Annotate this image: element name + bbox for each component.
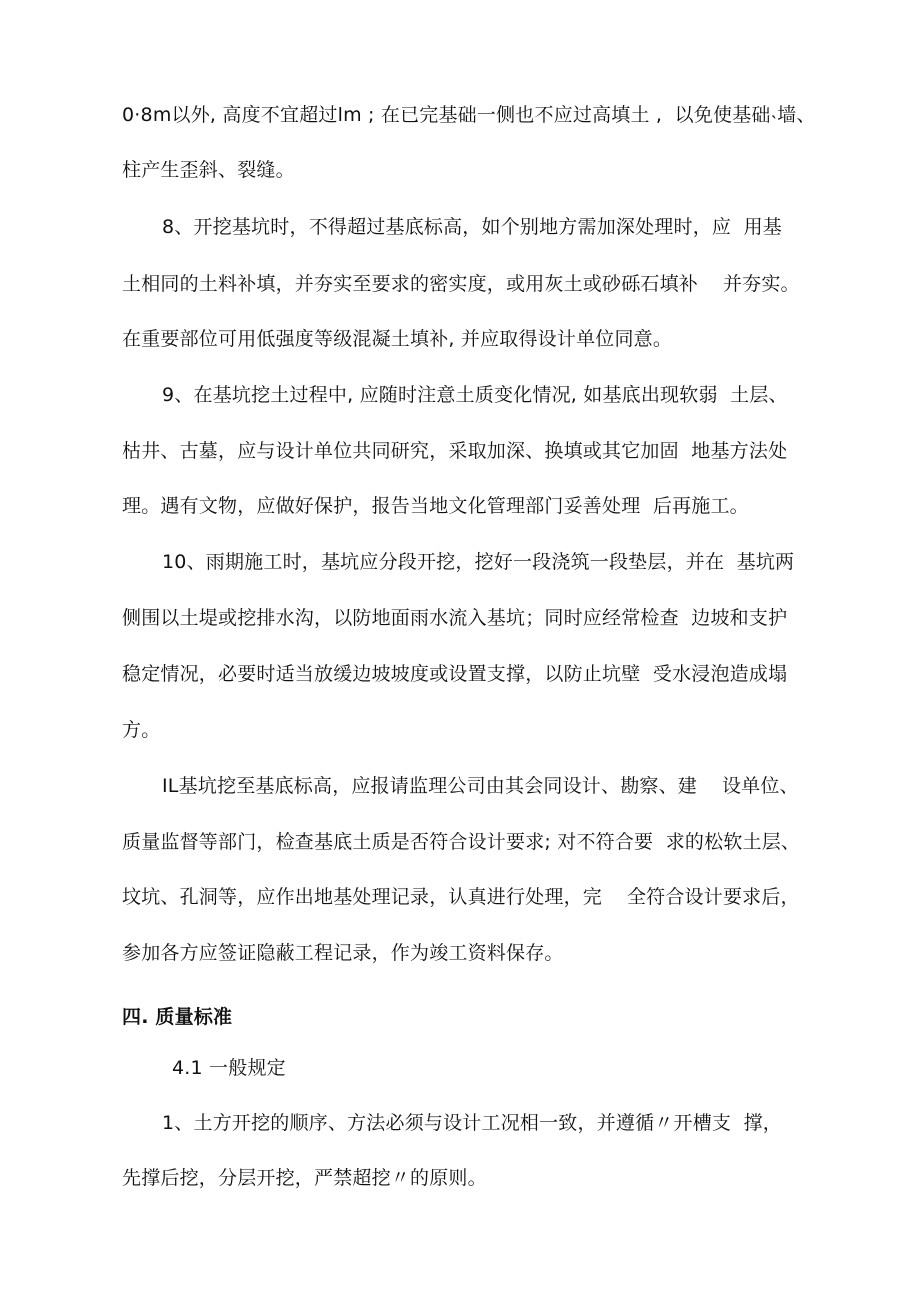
text-line-4: 土相同的土料补填，并夯实至要求的密实度，或用灰土或砂砾石填补 并夯实。	[122, 273, 800, 295]
text-line-9: 10、雨期施工时，基坑应分段开挖，挖好一段浇筑一段垫层，并在 基坑两	[162, 551, 795, 573]
text-line-11: 稳定情况，必要时适当放缓边坡坡度或设置支撑，以防止坑壁 受水浸泡造成塌	[122, 663, 788, 685]
text-line-3: 8、开挖基坑时，不得超过基底标高，如个别地方需加深处理时，应 用基	[162, 216, 782, 238]
text-line-12: 方。	[122, 719, 161, 741]
text-line-5: 在重要部位可用低强度等级混凝土填补, 并应取得设计单位同意。	[122, 328, 673, 350]
text-line-18: 先撑后挖，分层开挖，严禁超挖〃的原则。	[122, 1167, 487, 1189]
text-line-16: 参加各方应签证隐蔽工程记录，作为竣工资料保存。	[122, 942, 564, 964]
text-line-1: 0·8m以外, 高度不宜超过lm ; 在已完基础一侧也不应过高填土 , 以免使基础˴墙、	[122, 104, 816, 126]
text-line-7: 枯井、古墓，应与设计单位共同研究，采取加深、换填或其它加固 地基方法处	[122, 440, 788, 462]
section-heading: 四. 质量标准	[122, 1006, 233, 1028]
text-line-6: 9、在基坑挖土过程中, 应随时注意土质变化情况, 如基底出现软弱 土层、	[162, 384, 788, 406]
text-line-17: 1、土方开挖的顺序、方法必须与设计工况相一致，并遵循〃开槽支 撑，	[162, 1112, 782, 1134]
text-line-15: 坟坑、孔洞等，应作出地基处理记录，认真进行处理，完 全符合设计要求后，	[122, 886, 800, 908]
subsection-heading: 4.1 一般规定	[172, 1057, 286, 1079]
text-line-13: IL基坑挖至基底标高，应报请监理公司由其会同设计、勘察、建 设单位、	[162, 775, 799, 797]
text-line-8: 理。遇有文物，应做好保护，报告当地文化管理部门妥善处理 后再施工。	[122, 495, 749, 517]
text-line-2: 柱产生歪斜、裂缝。	[122, 159, 295, 181]
text-line-14: 质量监督等部门，检查基底土质是否符合设计要求; 对不符合要 求的松软土层、	[122, 831, 801, 853]
text-line-10: 侧围以土堤或挖排水沟，以防地面雨水流入基坑；同时应经常检查 边坡和支护	[122, 607, 788, 629]
